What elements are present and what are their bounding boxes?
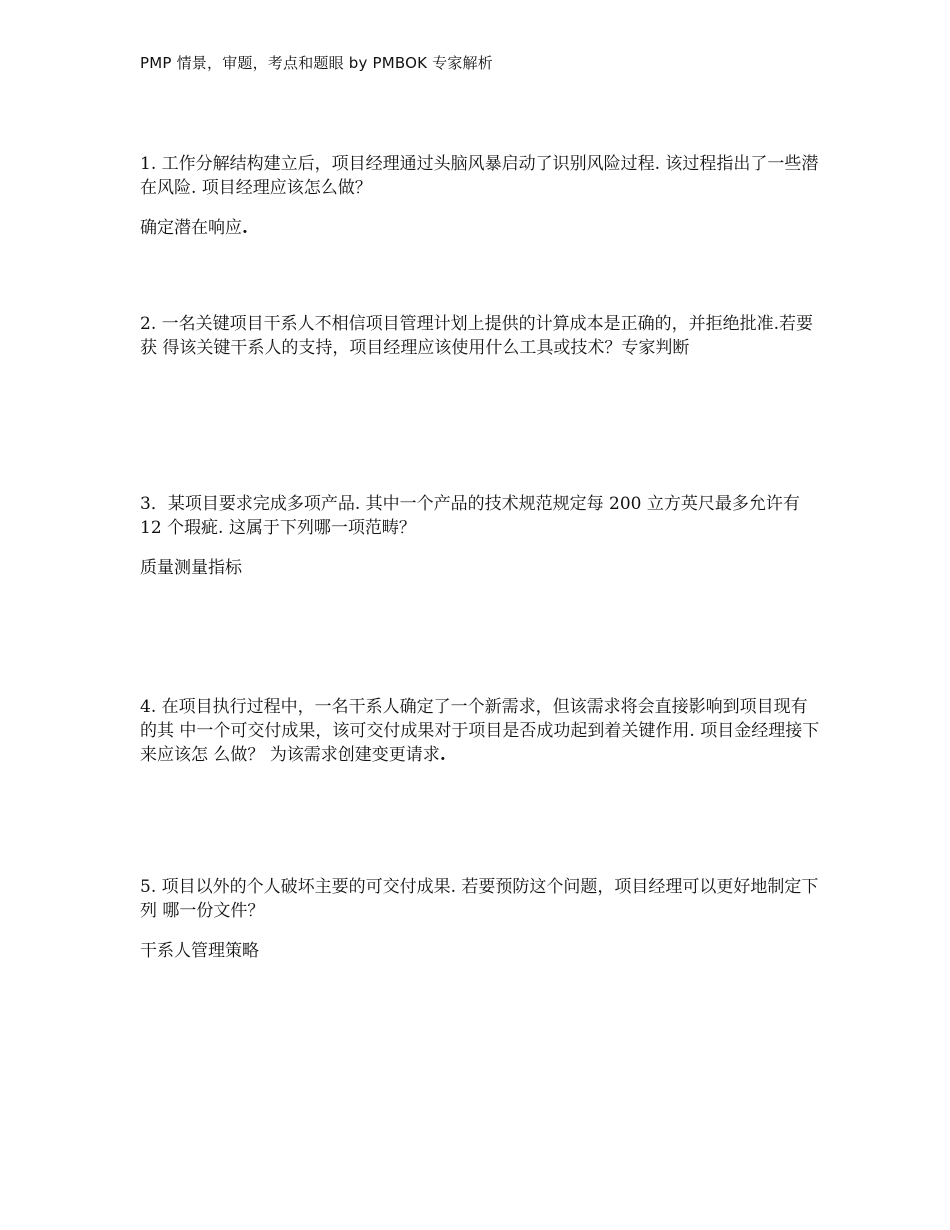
page-header: PMP 情景，审题，考点和题眼 by PMBOK 专家解析 (140, 54, 493, 72)
qa-item-4 (140, 695, 820, 767)
qa-item-3 (140, 492, 820, 580)
answer-value: 确定潜在响应 (140, 218, 242, 238)
qa-item-1 (140, 152, 820, 240)
answer-value: 为该需求创建变更请求 (269, 745, 440, 765)
question-text: 2. 一名关键项目干系人不相信项目管理计划上提供的计算成本是正确的，并拒绝批准.若要获 得该关键干系人的支持，项目经理应该使用什么工具或技术？专家判断 (140, 314, 814, 358)
qa-item-2 (140, 312, 820, 360)
question-text: 5. 项目以外的个人破坏主要的可交付成果. 若要预防这个问题，项目经理可以更好地制定下列 哪一份文件？ (140, 877, 819, 921)
answer-text: 确定潜在响应. (140, 218, 248, 238)
question-value: 4. 在项目执行过程中，一名干系人确定了一个新需求，但该需求将会直接影响到项目现有的其 中一个可交付成果，该可交付成果对于项目是否成功起到着关键作用. 项目金经理接下来应该怎 么做？ (140, 697, 820, 765)
qa-item-5 (140, 875, 820, 963)
answer-text: 干系人管理策略 (140, 941, 259, 961)
answer-text: 质量测量指标 (140, 558, 242, 578)
question-text: 1. 工作分解结构建立后，项目经理通过头脑风暴启动了识别风险过程. 该过程指出了一些潜 在风险. 项目经理应该怎么做？ (140, 154, 819, 198)
question-text: 3．某项目要求完成多项产品. 其中一个产品的技术规范规定每 200 立方英尺最多允许有 12 个瑕疵. 这属于下列哪一项范畴？ (140, 494, 800, 538)
question-text: 4. 在项目执行过程中，一名干系人确定了一个新需求，但该需求将会直接影响到项目现有的其 中一个可交付成果，该可交付成果对于项目是否成功起到着关键作用. 项目金经理接下来应该怎 么做？ 为该需求创建变更请求. (140, 697, 820, 765)
